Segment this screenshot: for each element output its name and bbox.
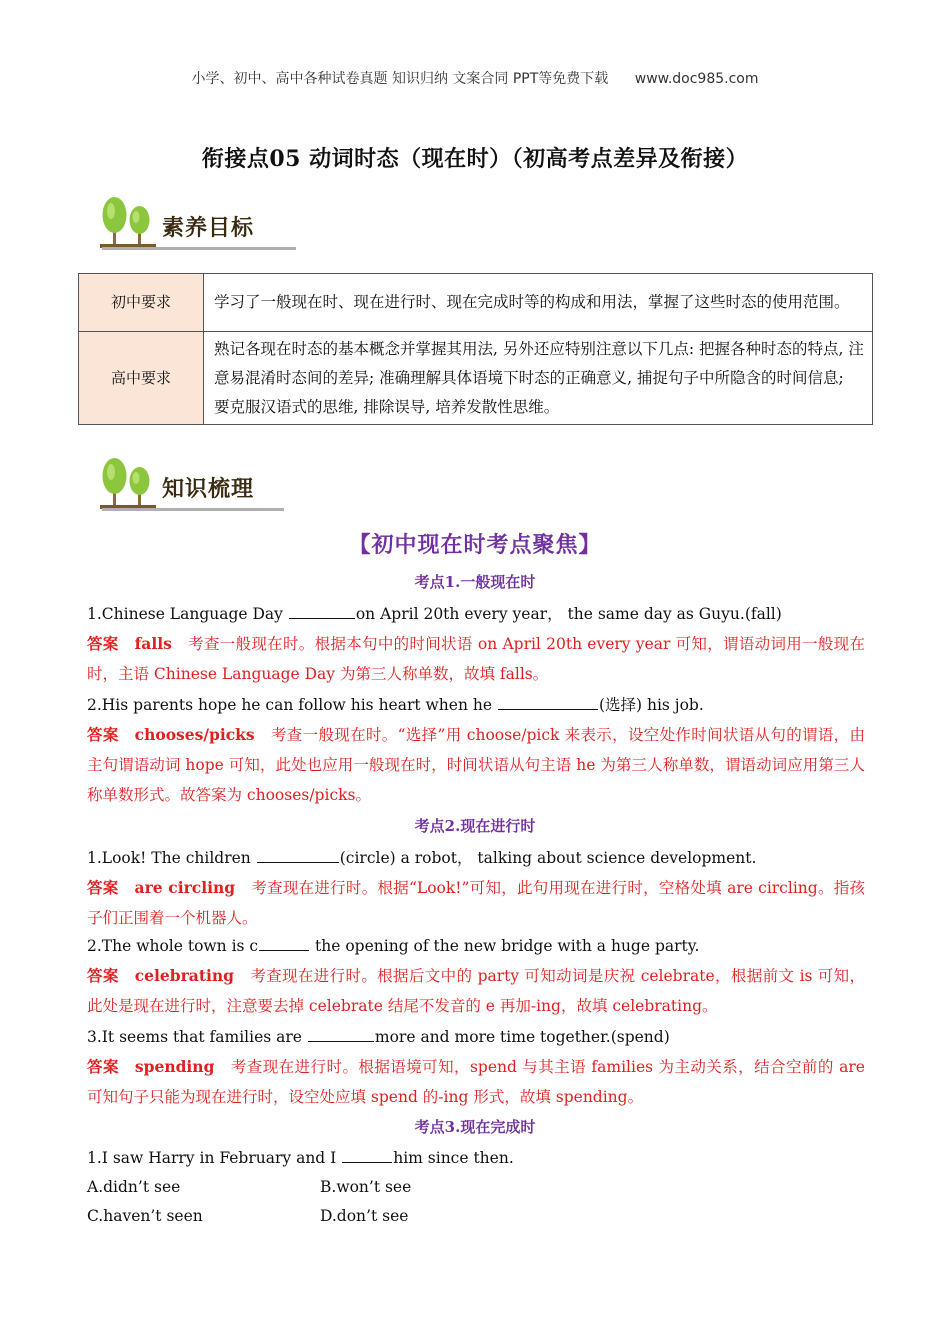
table-row xyxy=(79,332,873,425)
question-text: 1.Look! The children xyxy=(87,849,256,867)
requirement-text: 学习了一般现在时、现在进行时、现在完成时等的构成和用法，掌握了这些时态的使用范围。 xyxy=(204,274,873,332)
question-text: (选择) his job. xyxy=(598,696,704,714)
question-text: the opening of the new bridge with a huge party. xyxy=(310,937,700,955)
focus-title: 【初中现在时考点聚焦】 xyxy=(348,533,602,558)
option-c: C.haven’t seen xyxy=(87,1207,203,1225)
question-line xyxy=(87,1143,867,1173)
answer-explanation: 考查一般现在时。“选择”用 choose/pick 来表示，设空处作时间状语从句的谓语，由主句谓语动词 hope 可知，此处也应用一般现在时，时间状语从句主语 he 为第三人称单数，谓语动词应用第三人称单数形式。故答案为 chooses/picks。 xyxy=(87,726,865,804)
answer-blank xyxy=(257,846,339,863)
section-heading-knowledge xyxy=(98,456,298,516)
answer-explanation: 考查现在进行时。根据语境可知，spend 与其主语 families 为主动关系，结合空前的 are 可知句子只能为现在进行时，设空处应填 spend 的-ing 形式，故填 spending。 xyxy=(87,1058,865,1106)
section-label: 素养目标 xyxy=(162,216,255,241)
requirement-label: 初中要求 xyxy=(79,274,204,332)
answer-label: 答案 xyxy=(87,966,119,985)
question-line xyxy=(87,690,867,720)
requirements-table xyxy=(78,273,873,425)
answer-block xyxy=(87,1052,865,1112)
site-url-link[interactable]: www.doc985.com xyxy=(634,71,759,87)
question-line xyxy=(87,1022,867,1052)
answer-key: celebrating xyxy=(134,966,234,985)
answer-explanation: 考查现在进行时。根据“Look!”可知，此句用现在进行时，空格处填 are circling。指孩子们正围着一个机器人。 xyxy=(87,879,865,927)
question-line xyxy=(87,931,867,961)
question-line xyxy=(87,599,867,629)
site-header-text: 小学、初中、高中各种试卷真题 知识归纳 文案合同 PPT等免费下载 xyxy=(191,71,609,87)
answer-block xyxy=(87,873,865,933)
answer-key: are circling xyxy=(134,878,236,897)
option-b: B.won’t see xyxy=(320,1178,412,1196)
answer-block xyxy=(87,961,865,1021)
option-d: D.don’t see xyxy=(320,1207,409,1225)
section-underline xyxy=(102,508,284,511)
answer-label: 答案 xyxy=(87,634,119,653)
question-text: 1.Chinese Language Day xyxy=(87,605,288,623)
question-text: 1.I saw Harry in February and I xyxy=(87,1149,342,1167)
question-text: 2.His parents hope he can follow his heart when he xyxy=(87,696,497,714)
section-heading-goals xyxy=(98,195,298,255)
tree-icon xyxy=(98,195,158,253)
question-text: 3.It seems that families are xyxy=(87,1028,307,1046)
answer-label: 答案 xyxy=(87,725,119,744)
site-header xyxy=(0,68,950,88)
question-text: more and more time together.(spend) xyxy=(374,1028,670,1046)
document-title: 衔接点05 动词时态（现在时）（初高考点差异及衔接） xyxy=(201,146,749,172)
requirement-text: 熟记各现在时态的基本概念并掌握其用法, 另外还应特别注意以下几点: 把握各种时态的特点, 注意易混淆时态间的差异; 准确理解具体语境下时态的正确意义, 捕捉句子中所隐含的时间信息; 要克服汉语式的思维, 排除误导, 培养发散性思维。 xyxy=(204,332,873,425)
section-underline xyxy=(102,247,296,250)
question-text: 2.The whole town is c xyxy=(87,937,259,955)
section-label: 知识梳理 xyxy=(162,477,255,502)
question-text: (circle) a robot， talking about science development. xyxy=(339,849,757,867)
answer-blank xyxy=(498,693,598,710)
answer-key: chooses/picks xyxy=(134,725,255,744)
answer-label: 答案 xyxy=(87,878,119,897)
key-point-title: 考点2.现在进行时 xyxy=(414,817,536,835)
answer-block xyxy=(87,720,865,810)
question-line xyxy=(87,843,867,873)
answer-key: falls xyxy=(134,634,172,653)
answer-explanation: 考查现在进行时。根据后文中的 party 可知动词是庆祝 celebrate，根据前文 is 可知，此处是现在进行时，注意要去掉 celebrate 结尾不发音的 e 再加-ing，故填 celebrating。 xyxy=(87,967,865,1015)
answer-blank xyxy=(259,934,309,951)
answer-blank xyxy=(342,1146,392,1163)
requirement-label: 高中要求 xyxy=(79,332,204,425)
answer-label: 答案 xyxy=(87,1057,119,1076)
answer-explanation: 考查一般现在时。根据本句中的时间状语 on April 20th every year 可知，谓语动词用一般现在时，主语 Chinese Language Day 为第三人称单数，故填 falls。 xyxy=(87,635,865,683)
answer-key: spending xyxy=(134,1057,215,1076)
option-a: A.didn’t see xyxy=(87,1178,181,1196)
question-text: on April 20th every year， the same day as Guyu.(fall) xyxy=(355,605,782,623)
tree-icon xyxy=(98,456,158,514)
answer-blank xyxy=(289,602,355,619)
answer-block xyxy=(87,629,865,689)
key-point-title: 考点3.现在完成时 xyxy=(414,1118,536,1136)
answer-blank xyxy=(308,1025,374,1042)
table-row xyxy=(79,274,873,332)
question-text: him since then. xyxy=(393,1149,514,1167)
key-point-title: 考点1.一般现在时 xyxy=(414,573,536,591)
